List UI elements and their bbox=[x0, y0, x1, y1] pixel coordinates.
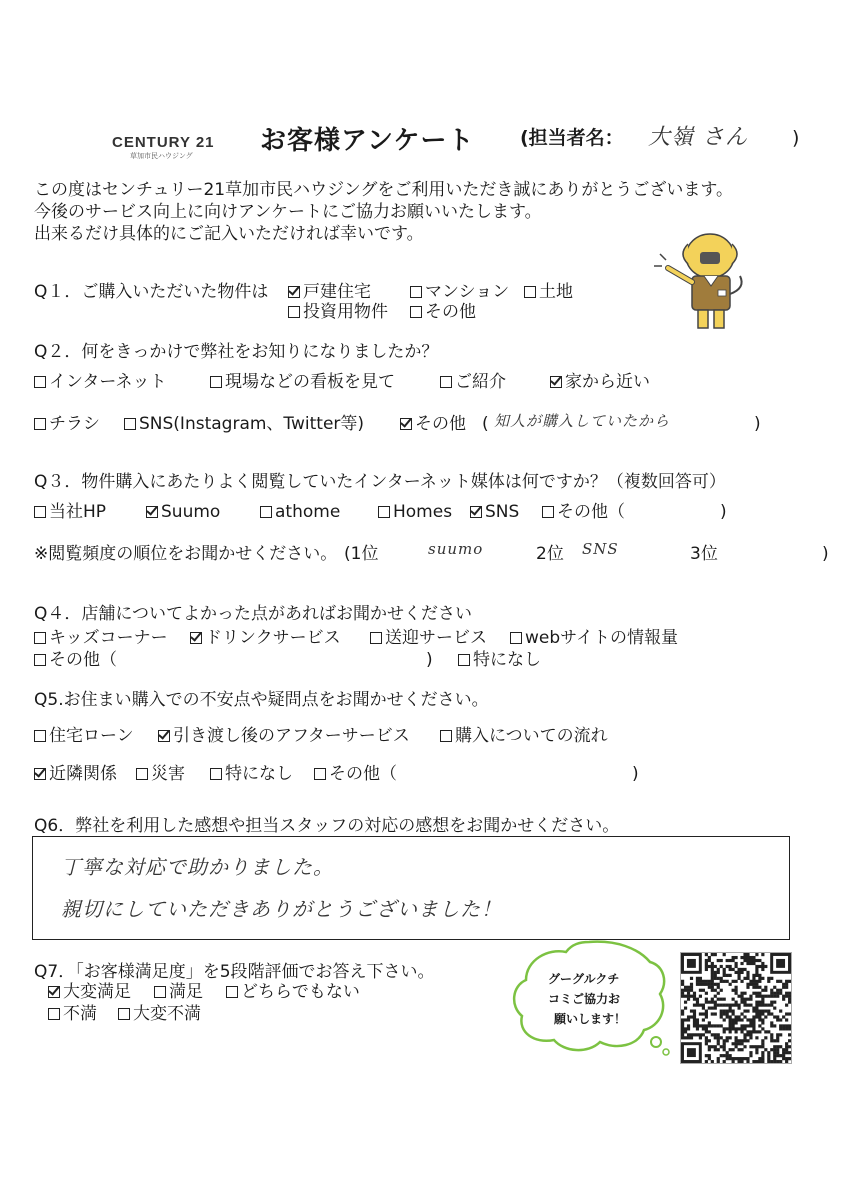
q2-other-open: ( bbox=[482, 414, 489, 434]
bubble-line-3: 願いします！ bbox=[554, 1012, 627, 1026]
q7-option-neutral[interactable]: どちらでもない bbox=[226, 982, 360, 1002]
q2-other-answer[interactable]: 知人が購入していたから bbox=[494, 412, 671, 430]
q5-option-none[interactable]: 特になし bbox=[210, 764, 293, 784]
q7-option-satisfied[interactable]: 満足 bbox=[154, 982, 203, 1002]
checkbox[interactable] bbox=[48, 986, 60, 998]
q1-option-condo[interactable]: マンション bbox=[410, 282, 509, 302]
q4-option-kids-corner[interactable]: キッズコーナー bbox=[34, 628, 168, 648]
q3-rank-prompt: ※閲覧頻度の順位をお聞かせください。 bbox=[34, 544, 338, 564]
q7-question: Q7．「お客様満足度」を5段階評価でお答え下さい。 bbox=[34, 962, 435, 982]
checkbox[interactable] bbox=[34, 418, 46, 430]
checkbox[interactable] bbox=[524, 286, 536, 298]
brand-logo bbox=[112, 134, 215, 161]
checkbox[interactable] bbox=[48, 1008, 60, 1020]
q4-option-other[interactable]: その他（ bbox=[34, 650, 117, 670]
q2-question: Q２．何をきっかけで弊社をお知りになりましたか？ bbox=[34, 342, 439, 362]
checkbox[interactable] bbox=[550, 376, 562, 388]
checkbox[interactable] bbox=[118, 1008, 130, 1020]
q2-option-other[interactable]: その他 bbox=[400, 414, 466, 434]
q2-other-close: ) bbox=[754, 414, 761, 434]
checkbox[interactable] bbox=[440, 730, 452, 742]
checkbox[interactable] bbox=[410, 306, 422, 318]
intro-line-3: 出来るだけ具体的にご記入いただければ幸いです。 bbox=[34, 224, 424, 244]
checkbox[interactable] bbox=[34, 730, 46, 742]
checkbox[interactable] bbox=[34, 506, 46, 518]
checkbox[interactable] bbox=[458, 654, 470, 666]
q2-option-sns[interactable]: SNS(Instagram、Twitter等) bbox=[124, 414, 364, 434]
checkbox[interactable] bbox=[370, 632, 382, 644]
q1-question: Q１．ご購入いただいた物件は bbox=[34, 282, 269, 302]
checkbox[interactable] bbox=[34, 768, 46, 780]
q7-option-very-satisfied[interactable]: 大変満足 bbox=[48, 982, 131, 1002]
qr-code-icon[interactable] bbox=[680, 952, 792, 1064]
intro-line-1: この度はセンチュリー21草加市民ハウジングをご利用いただき誠にありがとうございます。 bbox=[34, 180, 733, 200]
q3-rank-close: ) bbox=[822, 544, 829, 564]
checkbox[interactable] bbox=[34, 376, 46, 388]
checkbox[interactable] bbox=[440, 376, 452, 388]
q6-answer-box[interactable] bbox=[32, 836, 790, 940]
checkbox[interactable] bbox=[34, 632, 46, 644]
q2-option-near-home[interactable]: 家から近い bbox=[550, 372, 650, 392]
q4-question: Q４．店舗についてよかった点があればお聞かせください bbox=[34, 604, 473, 624]
intro-line-2: 今後のサービス向上に向けアンケートにご協力お願いいたします。 bbox=[34, 202, 542, 222]
q3-option-homes[interactable]: Homes bbox=[378, 502, 452, 522]
q4-other-close: ) bbox=[426, 650, 433, 670]
q5-option-after-service[interactable]: 引き渡し後のアフターサービス bbox=[158, 726, 410, 746]
staff-label: (担当者名： bbox=[520, 127, 624, 149]
q1-option-other[interactable]: その他 bbox=[410, 302, 476, 322]
checkbox[interactable] bbox=[146, 506, 158, 518]
q4-option-none[interactable]: 特になし bbox=[458, 650, 541, 670]
q4-option-drink-service[interactable]: ドリンクサービス bbox=[190, 628, 341, 648]
checkbox[interactable] bbox=[288, 286, 300, 298]
q2-option-signboard[interactable]: 現場などの看板を見て bbox=[210, 372, 395, 392]
brand-sub: 草加市民ハウジング bbox=[130, 152, 193, 160]
checkbox[interactable] bbox=[288, 306, 300, 318]
q2-option-internet[interactable]: インターネット bbox=[34, 372, 166, 392]
q3-rank3-label: 3位 bbox=[690, 544, 718, 564]
q3-question: Q３．物件購入にあたりよく閲覧していたインターネット媒体は何ですか？（複数回答可） bbox=[34, 472, 726, 492]
q2-option-referral[interactable]: ご紹介 bbox=[440, 372, 506, 392]
q6-answer-line-1: 丁寧な対応で助かりました。 bbox=[61, 855, 334, 879]
q1-option-investment[interactable]: 投資用物件 bbox=[288, 302, 388, 322]
q3-option-company-hp[interactable]: 当社HP bbox=[34, 502, 106, 522]
q5-other-close: ) bbox=[632, 764, 639, 784]
q3-other-close: ) bbox=[720, 502, 727, 522]
checkbox[interactable] bbox=[158, 730, 170, 742]
q5-option-disaster[interactable]: 災害 bbox=[136, 764, 185, 784]
q5-question: Q5.お住まい購入での不安点や疑問点をお聞かせください。 bbox=[34, 690, 489, 710]
checkbox[interactable] bbox=[410, 286, 422, 298]
checkbox[interactable] bbox=[136, 768, 148, 780]
q4-option-shuttle[interactable]: 送迎サービス bbox=[370, 628, 487, 648]
q6-answer-line-2: 親切にしていただきありがとうございました！ bbox=[61, 897, 502, 921]
checkbox[interactable] bbox=[260, 506, 272, 518]
checkbox[interactable] bbox=[542, 506, 554, 518]
checkbox[interactable] bbox=[470, 506, 482, 518]
checkbox[interactable] bbox=[226, 986, 238, 998]
q3-rank2-label: 2位 bbox=[536, 544, 564, 564]
q7-option-dissatisfied[interactable]: 不満 bbox=[48, 1004, 97, 1024]
checkbox[interactable] bbox=[400, 418, 412, 430]
checkbox[interactable] bbox=[190, 632, 202, 644]
q5-option-home-loan[interactable]: 住宅ローン bbox=[34, 726, 134, 746]
q5-option-neighbors[interactable]: 近隣関係 bbox=[34, 764, 117, 784]
staff-close: ) bbox=[792, 127, 800, 149]
bubble-line-2: コミご協力お bbox=[548, 992, 621, 1006]
checkbox[interactable] bbox=[314, 768, 326, 780]
q3-option-other[interactable]: その他（ bbox=[542, 502, 625, 522]
staff-name: 大嶺 さん bbox=[648, 125, 748, 150]
page-title: お客様アンケート bbox=[260, 126, 475, 156]
dog-mascot-icon bbox=[648, 224, 758, 338]
checkbox[interactable] bbox=[34, 654, 46, 666]
checkbox[interactable] bbox=[124, 418, 136, 430]
checkbox[interactable] bbox=[510, 632, 522, 644]
checkbox[interactable] bbox=[378, 506, 390, 518]
q3-option-sns[interactable]: SNS bbox=[470, 502, 519, 522]
q2-option-flyer[interactable]: チラシ bbox=[34, 414, 100, 434]
q3-option-suumo[interactable]: Suumo bbox=[146, 502, 220, 522]
q3-rank2-answer[interactable]: SNS bbox=[582, 540, 619, 558]
brand-name: CENTURY 21 bbox=[112, 134, 215, 151]
q3-rank1-label: (1位 bbox=[344, 544, 379, 564]
bubble-line-1: グーグルクチ bbox=[548, 972, 620, 986]
checkbox[interactable] bbox=[210, 376, 222, 388]
q5-option-other[interactable]: その他（ bbox=[314, 764, 397, 784]
q7-option-very-dissatisfied[interactable]: 大変不満 bbox=[118, 1004, 201, 1024]
q4-option-website-info[interactable]: webサイトの情報量 bbox=[510, 628, 678, 648]
q1-option-land[interactable]: 土地 bbox=[524, 282, 573, 302]
q5-option-purchase-flow[interactable]: 購入についての流れ bbox=[440, 726, 608, 746]
q6-question: Q6．弊社を利用した感想や担当スタッフの対応の感想をお聞かせください。 bbox=[34, 816, 620, 836]
review-request-bubble bbox=[504, 936, 674, 1060]
checkbox[interactable] bbox=[210, 768, 222, 780]
checkbox[interactable] bbox=[154, 986, 166, 998]
q3-option-athome[interactable]: athome bbox=[260, 502, 340, 522]
q1-option-detached-house[interactable]: 戸建住宅 bbox=[288, 282, 371, 302]
q3-rank1-answer[interactable]: suumo bbox=[428, 540, 484, 558]
